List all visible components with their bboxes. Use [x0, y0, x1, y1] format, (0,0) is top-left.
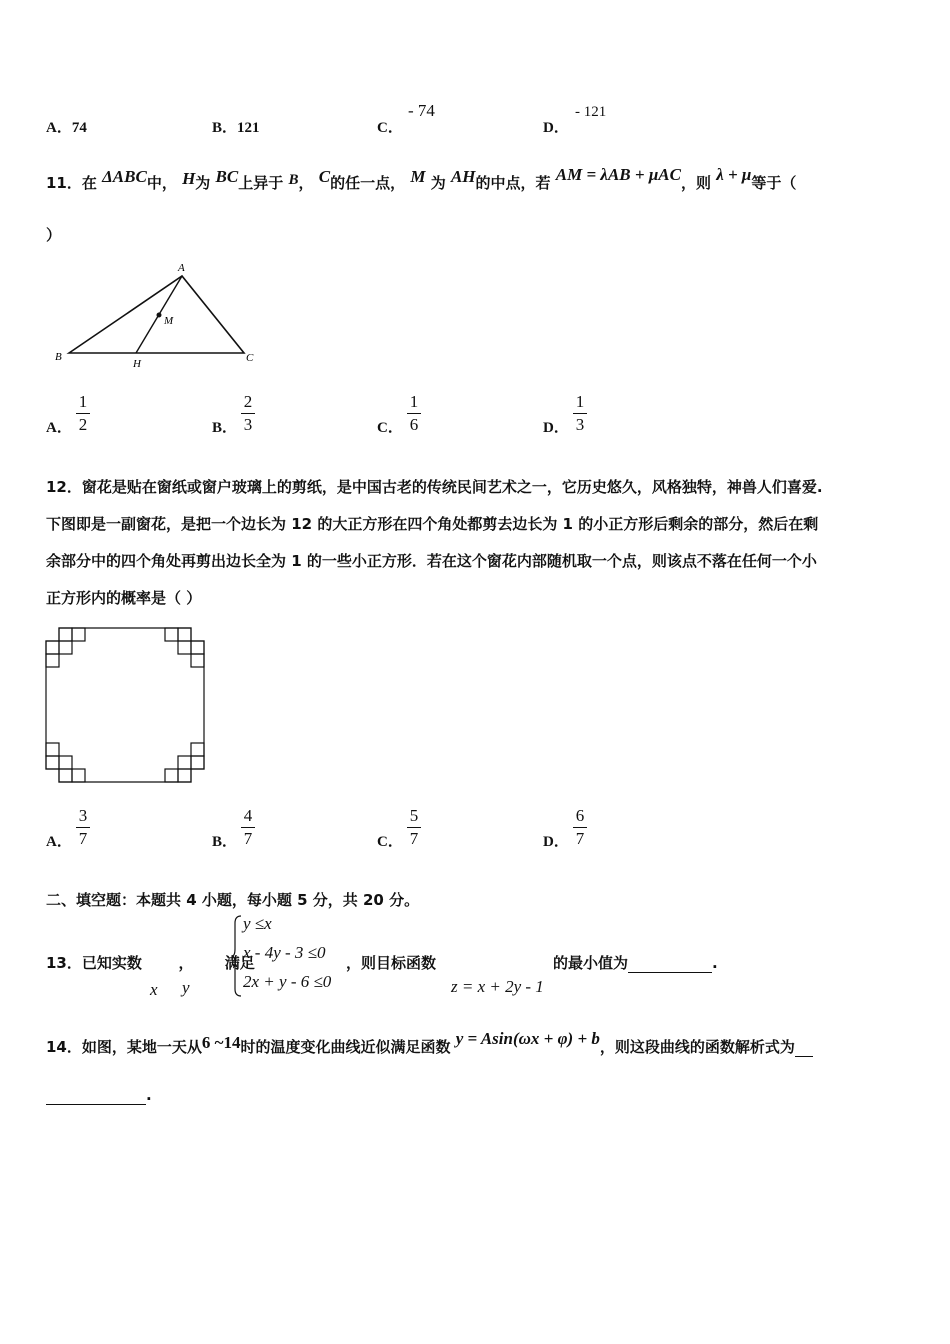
q12-option-b — [212, 830, 237, 851]
option-label: D． — [543, 120, 569, 136]
math-h: H — [182, 169, 196, 188]
option-label: D． — [543, 834, 569, 850]
math-b: B — [288, 172, 299, 188]
outer-outline — [46, 628, 204, 782]
q11-option-a — [46, 416, 72, 437]
q13-brace — [231, 915, 243, 997]
q12-option-a-fraction — [74, 806, 92, 849]
option-label: A． — [46, 834, 72, 850]
q13-text-4 — [553, 952, 718, 973]
corner-bottom-left — [46, 743, 85, 782]
denominator: 6 — [409, 415, 419, 434]
answer-blank[interactable] — [628, 954, 712, 973]
q12-line-2: 下图即是一副窗花，是把一个边长为 12 的大正方形在四个角处都剪去边长为 1 的小正方形后剩余的部分，然后在剩 — [46, 515, 819, 533]
denominator: 3 — [575, 415, 585, 434]
text: ， — [178, 954, 194, 972]
math-c: C — [318, 167, 331, 186]
text: ， — [298, 174, 314, 192]
numerator: 2 — [243, 392, 253, 411]
q11-option-d — [543, 416, 569, 437]
option-label: B． — [212, 120, 238, 136]
question-number: 11． — [46, 174, 82, 192]
numerator: 1 — [409, 392, 419, 411]
q11-option-c-fraction — [405, 392, 423, 435]
text: ，则 — [680, 174, 711, 192]
text: ，则这段曲线的函数解析式为 — [599, 1038, 795, 1056]
q13-var-x: x — [150, 980, 158, 999]
triangle-figure — [50, 258, 270, 373]
text: 在 — [81, 174, 97, 192]
option-value: 74 — [71, 120, 87, 136]
label-m: M — [164, 315, 174, 327]
q11-option-b-fraction — [239, 392, 257, 435]
q13-constraint-1: y ≤x — [243, 914, 272, 933]
option-label: A． — [46, 120, 72, 136]
denominator: 7 — [409, 829, 419, 848]
denominator: 7 — [575, 829, 585, 848]
q12-line-4: 正方形内的概率是（ ） — [46, 589, 202, 607]
q10-option-a — [46, 116, 87, 137]
q11-close-paren: ） — [46, 226, 62, 244]
text: . — [146, 1086, 152, 1104]
numerator: 5 — [409, 806, 419, 825]
numerator: 6 — [575, 806, 585, 825]
q10-option-c-value: - 74 — [408, 101, 435, 120]
q13-text-1 — [46, 952, 255, 973]
q12-option-a — [46, 830, 72, 851]
q13-text-3: ，则目标函数 — [346, 954, 437, 972]
q11-stem — [46, 165, 797, 193]
q11-option-a-fraction — [74, 392, 92, 435]
q13-constraint-2: x - 4y - 3 ≤0 — [243, 943, 326, 962]
q13-var-y: y — [182, 978, 190, 997]
answer-blank-start[interactable] — [795, 1038, 813, 1057]
math-bc: BC — [215, 167, 239, 186]
q12-option-b-fraction — [239, 806, 257, 849]
answer-blank[interactable] — [46, 1086, 146, 1105]
text: 14．如图，某地一天从 — [46, 1038, 202, 1056]
math-lambda-mu: λ + μ — [716, 165, 752, 184]
triangle-abc — [69, 276, 244, 353]
text: 上异于 — [238, 174, 284, 192]
q11-option-d-fraction — [571, 392, 589, 435]
q13-objective: z = x + 2y - 1 — [451, 977, 544, 996]
text: 的最小值为 — [553, 954, 629, 972]
label-h: H — [133, 358, 141, 370]
denominator: 2 — [78, 415, 88, 434]
q12-line-1: 12．窗花是贴在窗纸或窗户玻璃上的剪纸，是中国古老的传统民间艺术之一，它历史悠久，风格独特，神兽人们喜爱. — [46, 478, 823, 496]
label-c: C — [246, 352, 254, 364]
q10-option-c — [377, 116, 403, 137]
q12-option-d-fraction — [571, 806, 589, 849]
text: 的任一点， — [330, 174, 406, 192]
label-b: B — [55, 351, 62, 363]
point-m — [157, 313, 162, 318]
q10-option-b — [212, 116, 260, 137]
q10-option-d — [543, 116, 569, 137]
option-label: C． — [377, 420, 403, 436]
text: 等于（ — [751, 174, 797, 192]
numerator: 1 — [575, 392, 585, 411]
option-label: B． — [212, 834, 238, 850]
option-label: D． — [543, 420, 569, 436]
q12-option-c — [377, 830, 403, 851]
q10-option-d-value: - 121 — [575, 104, 607, 120]
math-function: y = Asin(ωx + φ) + b — [455, 1029, 600, 1048]
label-a: A — [178, 262, 185, 274]
option-label: A． — [46, 420, 72, 436]
numerator: 4 — [243, 806, 253, 825]
denominator: 7 — [78, 829, 88, 848]
window-flower-figure — [44, 626, 208, 786]
q12-line-3: 余部分中的四个角处再剪出边长全为 1 的一些小正方形．若在这个窗花内部随机取一个点，则该点不落在任何一个小 — [46, 552, 817, 570]
denominator: 7 — [243, 829, 253, 848]
q14-stem — [46, 1029, 813, 1057]
corner-top-left — [46, 628, 85, 667]
q11-option-c — [377, 416, 403, 437]
text: 的中点，若 — [475, 174, 551, 192]
option-label: B． — [212, 420, 238, 436]
section-2-title: 二、填空题：本题共 4 小题，每小题 5 分，共 20 分。 — [46, 891, 420, 909]
q11-option-b — [212, 416, 237, 437]
text: 为 — [195, 174, 211, 192]
corner-bottom-right — [165, 743, 204, 782]
numerator: 1 — [78, 392, 88, 411]
q12-option-d — [543, 830, 569, 851]
q14-line-2 — [46, 1086, 152, 1105]
text: . — [712, 954, 718, 972]
numerator: 3 — [78, 806, 88, 825]
q12-option-c-fraction — [405, 806, 423, 849]
option-label: C． — [377, 120, 403, 136]
text: 为 — [430, 174, 446, 192]
option-label: C． — [377, 834, 403, 850]
math-ah: AH — [450, 167, 476, 186]
text: 中， — [146, 174, 177, 192]
math-m: M — [410, 167, 426, 186]
option-value: 121 — [237, 120, 260, 136]
math-range: 6 ~14 — [201, 1033, 241, 1052]
q13-constraint-3: 2x + y - 6 ≤0 — [243, 972, 332, 991]
denominator: 3 — [243, 415, 253, 434]
text: 时的温度变化曲线近似满足函数 — [240, 1038, 451, 1056]
text: 满足 — [224, 954, 255, 972]
math-triangle: ΔABC — [102, 167, 147, 186]
text: 13．已知实数 — [46, 954, 142, 972]
corner-top-right — [165, 628, 204, 667]
math-equation: AM = λAB + μAC — [555, 165, 681, 184]
